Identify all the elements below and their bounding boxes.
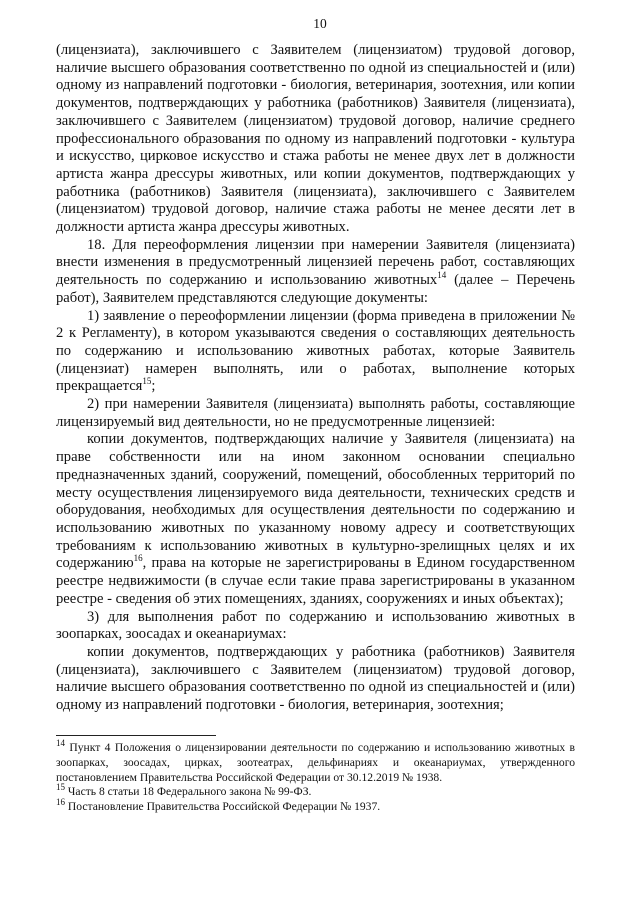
- footnote-text: Постановление Правительства Российской Федерации № 1937.: [65, 800, 381, 814]
- paragraph-item-2: [56, 396, 575, 431]
- footnote-16: [56, 797, 575, 815]
- footnote-number: 16: [56, 797, 65, 808]
- paragraph-text: копии документов, подтверждающих у работника (работников) Заявителя (лицензиата), заключившего с Заявителем (лицензиатом) трудовой договор, наличие высшего образования соответственно по одной из специальностей и (или) одному из направлений подготовки - биология, ветеринария, зоотехния;: [56, 643, 575, 714]
- paragraph-text: 3) для выполнения работ по содержанию и использованию животных в зоопарках, зоосадах и океанариумах:: [56, 608, 575, 643]
- footnote-number: 14: [56, 738, 65, 749]
- footnote-15: [56, 782, 575, 800]
- paragraph-text-after: , права на которые не зарегистрированы в Едином государственном реестре недвижимости (в случае если такие права зарегистрированы в указанном реестре - сведения об этих помещениях, зданиях, сооружениях и иных объектах);: [56, 555, 575, 607]
- footnote-number: 15: [56, 782, 65, 793]
- paragraph-text: 18. Для переоформления лицензии при намерении Заявителя (лицензиата) внести изменения в предусмотренный лицензией перечень работ, составляющих деятельность по содержанию и использованию животных: [56, 236, 575, 289]
- page-number: 10: [313, 16, 327, 31]
- paragraph-item-1: [56, 308, 575, 397]
- paragraph-item-3: [56, 609, 575, 644]
- paragraph-text: 1) заявление о переоформлении лицензии (форма приведена в приложении № 2 к Регламенту), в котором указываются сведения о составляющих деятельность по содержанию и использованию животных работах, которые Заявитель (лицензиат) намерен выполнять, или о работах, выполнение которых прекращается: [56, 307, 575, 395]
- paragraph-text: 2) при намерении Заявителя (лицензиата) выполнять работы, составляющие лицензируемый вид деятельности, но не предусмотренные лицензией:: [56, 396, 575, 430]
- paragraph-text: (лицензиата), заключившего с Заявителем (лицензиатом) трудовой договор, наличие высшего образования соответственно по одной из специальностей и (или) одному из направлений подготовки - биология, ветеринария, зоотехния, или копии документов, подтверждающих у работника (работников) Заявителя (лицензиата), заключившего с Заявителем (лицензиатом) трудовой договор, наличие среднего профессионального образования по одному из направлений подготовки - культура и искусство, цирковое искусство и стажа работы не менее двух лет в должности артиста жанра дрессуры животных, или копии документов, подтверждающих у работника (работников) Заявителя (лицензиата), заключившего с Заявителем (лицензиатом) трудовой договор, наличие стажа работы не менее десяти лет в должности артиста жанра дрессуры животных.: [56, 42, 575, 236]
- footnote-ref-15: 15: [142, 376, 152, 387]
- footnote-divider: [56, 735, 216, 736]
- footnote-ref-16: 16: [133, 553, 143, 564]
- paragraph-continuation: [56, 42, 575, 237]
- document-body: [56, 42, 575, 715]
- footnote-text: Пункт 4 Положения о лицензировании деятельности по содержанию и использованию животных в зоопарках, зоосадах, цирках, зоотеатрах, дельфинариях и океанариумах, утвержденного постановлением Правительства Российской Федерации от 30.12.2019 № 1938.: [56, 741, 575, 784]
- footnote-text: Часть 8 статьи 18 Федерального закона № 99-ФЗ.: [65, 785, 312, 799]
- footnote-ref-14: 14: [437, 270, 447, 281]
- paragraph-text: копии документов, подтверждающих наличие у Заявителя (лицензиата) на праве собственности или на ином законном основании специально предназначенных зданий, сооружений, помещений, обособленных территорий по месту осуществления лицензируемого вида деятельности, технических средств и оборудования, необходимых для осуществления деятельности по содержанию и использованию животных по указанному новому адресу и соответствующих требованиям к использованию животных в культурно-зрелищных целях и их содержанию: [56, 431, 575, 572]
- paragraph-text-after: (далее – Перечень работ), Заявителем представляются следующие документы:: [56, 272, 575, 306]
- paragraph-text-after: ;: [151, 378, 156, 395]
- paragraph-18: [56, 237, 575, 308]
- footnote-14: [56, 738, 575, 785]
- paragraph-item-2-copies: [56, 431, 575, 608]
- paragraph-item-3-copies: [56, 644, 575, 715]
- footnotes: [56, 738, 575, 815]
